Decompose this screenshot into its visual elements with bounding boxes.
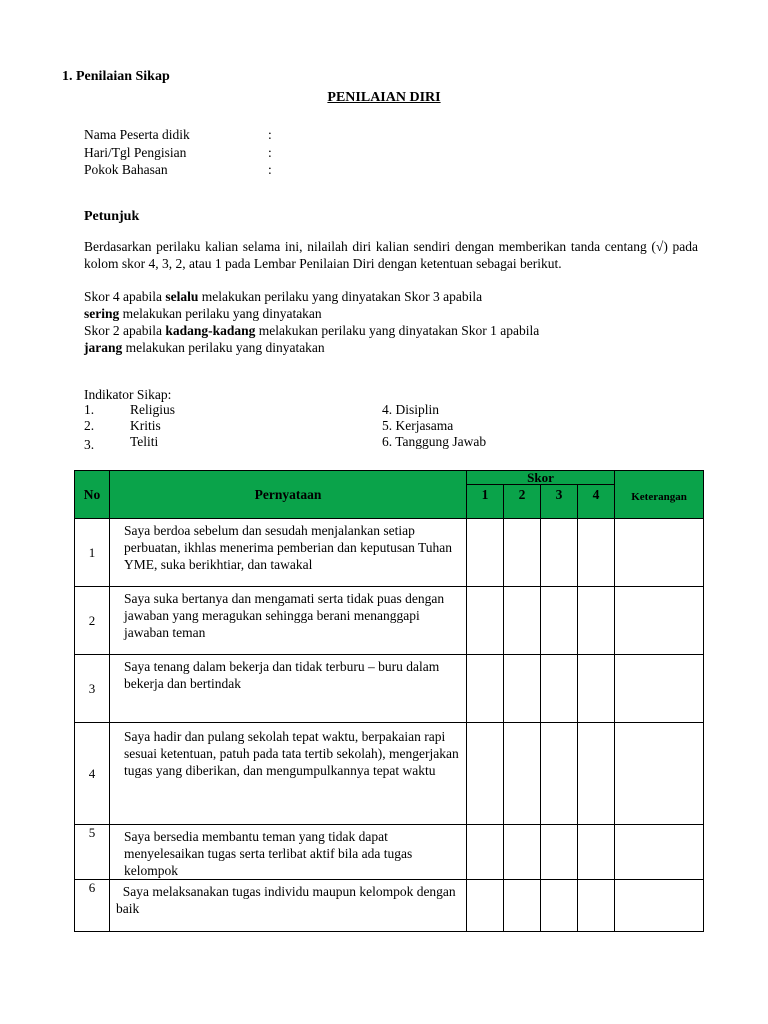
score-cell-1[interactable] <box>467 587 504 655</box>
table-row <box>75 655 704 723</box>
score-cell-2[interactable] <box>504 519 541 587</box>
row-number: 3 <box>75 655 110 723</box>
score-cell-3[interactable] <box>541 587 578 655</box>
score-cell-3[interactable] <box>541 655 578 723</box>
field-label-nama: Nama Peserta didik <box>84 127 190 142</box>
score-cell-1[interactable] <box>467 723 504 825</box>
score-cell-2[interactable] <box>504 880 541 932</box>
skor-4-keyword: selalu <box>165 289 199 304</box>
skor-1-line <box>84 340 325 356</box>
row-statement: Saya suka bertanya dan mengamati serta tidak puas dengan jawaban yang meragukan sehingga berani menanggapi jawaban teman <box>110 587 467 655</box>
field-label-pokok: Pokok Bahasan <box>84 162 168 177</box>
field-label-tanggal: Hari/Tgl Pengisian <box>84 145 187 160</box>
row-number: 5 <box>75 825 110 880</box>
skor-2-prefix: Skor 2 apabila <box>84 323 166 338</box>
skor-2-suffix: melakukan perilaku yang dinyatakan Skor 1 apabila <box>255 323 540 338</box>
header-skor-4: 4 <box>578 485 615 519</box>
row-statement: Saya hadir dan pulang sekolah tepat waktu, berpakaian rapi sesuai ketentuan, patuh pada tata tertib sekolah), mengerjakan tugas yang diberikan, dan mengumpulkannya tepat waktu <box>110 723 467 825</box>
keterangan-cell[interactable] <box>615 655 704 723</box>
header-keterangan: Keterangan <box>615 471 704 519</box>
score-cell-3[interactable] <box>541 519 578 587</box>
score-cell-1[interactable] <box>467 825 504 880</box>
row-number: 6 <box>75 880 110 932</box>
indikator-heading: Indikator Sikap: <box>84 387 172 402</box>
keterangan-cell[interactable] <box>615 723 704 825</box>
penilaian-table <box>74 470 704 932</box>
score-cell-3[interactable] <box>541 723 578 825</box>
row-statement: Saya tenang dalam bekerja dan tidak terburu – buru dalam bekerja dan bertindak <box>110 655 467 723</box>
indikator-number: 1. <box>84 402 95 417</box>
score-cell-1[interactable] <box>467 655 504 723</box>
skor-4-line <box>84 289 482 305</box>
row-number: 4 <box>75 723 110 825</box>
skor-3-line <box>84 306 322 322</box>
header-no: No <box>75 471 110 519</box>
score-cell-4[interactable] <box>578 587 615 655</box>
row-statement: Saya berdoa sebelum dan sesudah menjalankan setiap perbuatan, ikhlas menerima pemberian dan keputusan Tuhan YME, suka berikhtiar, dan tawakal <box>110 519 467 587</box>
indikator-number: 3. <box>84 437 95 452</box>
field-colon-pokok: : <box>268 162 272 177</box>
keterangan-cell[interactable] <box>615 587 704 655</box>
table-row <box>75 587 704 655</box>
skor-3-suffix: melakukan perilaku yang dinyatakan <box>119 306 322 321</box>
table-row <box>75 880 704 932</box>
skor-2-line <box>84 323 539 339</box>
indikator-right-item: 4. Disiplin <box>382 402 440 417</box>
keterangan-cell[interactable] <box>615 519 704 587</box>
table-row <box>75 825 704 880</box>
indikator-number: 2. <box>84 418 95 433</box>
skor-4-prefix: Skor 4 apabila <box>84 289 166 304</box>
section-title: 1. Penilaian Sikap <box>62 69 170 84</box>
header-skor: Skor <box>467 471 615 485</box>
keterangan-cell[interactable] <box>615 880 704 932</box>
score-cell-4[interactable] <box>578 723 615 825</box>
score-cell-1[interactable] <box>467 880 504 932</box>
document-title: PENILAIAN DIRI <box>327 90 441 105</box>
indikator-right-item: 5. Kerjasama <box>382 418 454 433</box>
header-skor-1: 1 <box>467 485 504 519</box>
skor-1-suffix: melakukan perilaku yang dinyatakan <box>122 340 325 355</box>
row-number: 2 <box>75 587 110 655</box>
field-colon-tanggal: : <box>268 145 272 160</box>
score-cell-4[interactable] <box>578 880 615 932</box>
indikator-name: Teliti <box>130 434 159 449</box>
score-cell-3[interactable] <box>541 825 578 880</box>
table-row <box>75 519 704 587</box>
petunjuk-heading: Petunjuk <box>84 209 140 224</box>
row-number: 1 <box>75 519 110 587</box>
petunjuk-paragraph: Berdasarkan perilaku kalian selama ini, nilailah diri kalian sendiri dengan memberikan tanda centang (√) pada kolom skor 4, 3, 2, atau 1 pada Lembar Penilaian Diri dengan ketentuan sebagai berikut. <box>84 239 698 271</box>
score-cell-2[interactable] <box>504 825 541 880</box>
header-skor-2: 2 <box>504 485 541 519</box>
indikator-name: Religius <box>130 402 176 417</box>
indikator-right-item: 6. Tanggung Jawab <box>382 434 487 449</box>
score-cell-2[interactable] <box>504 655 541 723</box>
indikator-name: Kritis <box>130 418 161 433</box>
header-pernyataan: Pernyataan <box>110 471 467 519</box>
skor-4-suffix: melakukan perilaku yang dinyatakan Skor 3 apabila <box>198 289 483 304</box>
score-cell-3[interactable] <box>541 880 578 932</box>
score-cell-2[interactable] <box>504 587 541 655</box>
score-cell-1[interactable] <box>467 519 504 587</box>
field-colon-nama: : <box>268 127 272 142</box>
score-cell-4[interactable] <box>578 519 615 587</box>
row-statement: Saya melaksanakan tugas individu maupun kelompok dengan baik <box>110 880 467 932</box>
skor-1-keyword: jarang <box>84 340 123 355</box>
score-cell-2[interactable] <box>504 723 541 825</box>
score-cell-4[interactable] <box>578 825 615 880</box>
score-cell-4[interactable] <box>578 655 615 723</box>
row-statement: Saya bersedia membantu teman yang tidak dapat menyelesaikan tugas serta terlibat aktif bila ada tugas kelompok <box>110 825 467 880</box>
skor-2-keyword: kadang-kadang <box>165 323 256 338</box>
skor-3-keyword: sering <box>84 306 120 321</box>
table-row <box>75 723 704 825</box>
header-skor-3: 3 <box>541 485 578 519</box>
keterangan-cell[interactable] <box>615 825 704 880</box>
